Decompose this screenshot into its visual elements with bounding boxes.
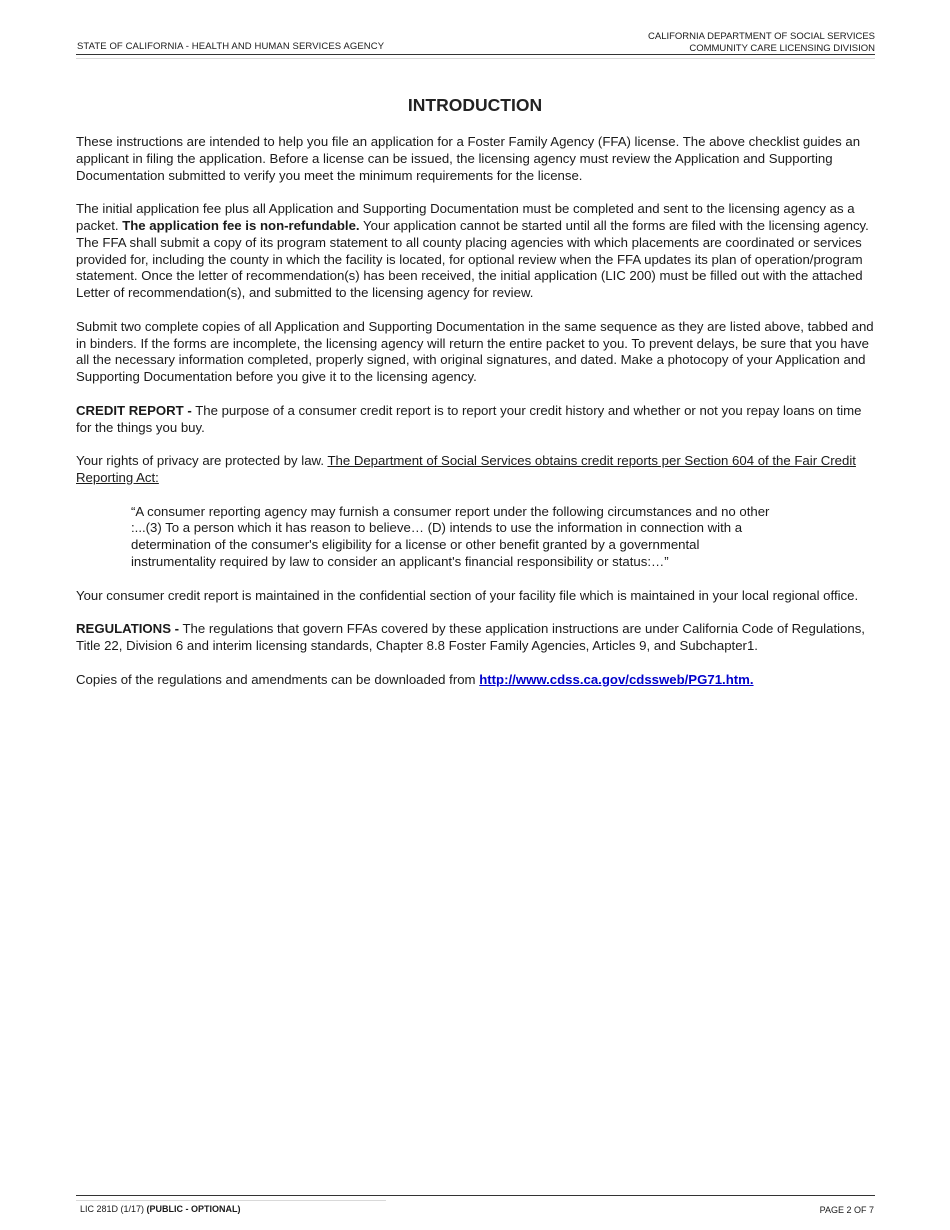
document-body [76,134,876,705]
fee-text-b: Your application cannot be started until all the forms are filed with the licensing agency. The FFA shall submit a copy of its program statement to all county placing agencies with which placements are coordinated or services provided for, including the county in which the facility is located, for optional review when the FFA updates its plan of operation/program statement. Once the letter of recommendation(s) has been received, the initial application (LIC 200) must be filled out with the attached Letter of recommendation(s), and submitted to the licensing agency for review. [76,217,869,301]
header-divider-light [76,58,875,59]
intro-paragraph: These instructions are intended to help you file an application for a Foster Family Agency (FFA) license. The above checklist guides an applicant in filing the application. Before a license can be issued, the licensing agency must review the Application and Supporting Documentation submitted to verify you meet the minimum requirements for the license. [76,134,861,183]
submit-paragraph: Submit two complete copies of all Application and Supporting Documentation in the same sequence as they are listed above, tabbed and in binders. If the forms are incomplete, the licensing agency will return the entire packet to you. To prevent delays, be sure that you have all the necessary information completed, properly signed, with original signatures, and dated. Make a photocopy of your Application and Supporting Documentation before you give it to the licensing agency. [76,318,874,385]
privacy-paragraph [76,453,876,487]
footer-divider [76,1195,875,1196]
header-division: COMMUNITY CARE LICENSING DIVISION [689,43,875,54]
credit-report-label: CREDIT REPORT - [76,402,192,418]
header-agency: STATE OF CALIFORNIA - HEALTH AND HUMAN SERVICES AGENCY [77,41,385,52]
header-department-block [648,31,875,55]
credit-file-paragraph: Your consumer credit report is maintained in the confidential section of your facility file which is maintained in your local regional office. [76,587,859,603]
page-title: INTRODUCTION [407,95,543,115]
copies-text: Copies of the regulations and amendments can be downloaded from [76,671,480,687]
footer-form-number: LIC 281D (1/17) [80,1204,147,1214]
fee-paragraph [76,201,876,302]
footer-page-number: PAGE 2 OF 7 [819,1205,874,1215]
footer-divider-light [76,1200,386,1201]
fee-text-a: The initial application fee plus all Application and Supporting Documentation must be completed and sent to the licensing agency as a packet. [76,201,855,233]
regulations-paragraph [76,621,876,655]
fee-nonrefundable: The application fee is non-refundable. [122,217,360,233]
credit-report-paragraph [76,403,876,437]
regulations-download-link[interactable]: http://www.cdss.ca.gov/cdssweb/PG71.htm. [479,671,754,687]
regulations-text: The regulations that govern FFAs covered by these application instructions are under California Code of Regulations, Title 22, Division 6 and interim licensing standards, Chapter 8.8 Foster Family Agencies, Articles 9, and Subchapter1. [76,621,865,653]
privacy-underlined-text: The Department of Social Services obtains credit reports per Section 604 of the Fair Credit Reporting Act: [76,453,856,485]
credit-report-text: The purpose of a consumer credit report is to report your credit history and whether or not you repay loans on time for the things you buy. [76,402,862,435]
privacy-text: Your rights of privacy are protected by law. [76,453,328,469]
header-divider [76,54,875,55]
header-department: CALIFORNIA DEPARTMENT OF SOCIAL SERVICES [648,31,875,42]
copies-paragraph [76,672,876,689]
fcra-quote: “A consumer reporting agency may furnish a consumer report under the following circumstances and no other :...(3) To a person which it has reason to believe… (D) intends to use the information in connection with a determination of the consumer's eligibility for a license or other benefit granted by a governmental instrumentality required by law to consider an applicant's financial responsibility or status:…” [131,503,770,569]
footer-form-status: (PUBLIC - OPTIONAL) [146,1204,241,1214]
regulations-label: REGULATIONS - [76,621,180,637]
footer-form-id [80,1204,241,1214]
